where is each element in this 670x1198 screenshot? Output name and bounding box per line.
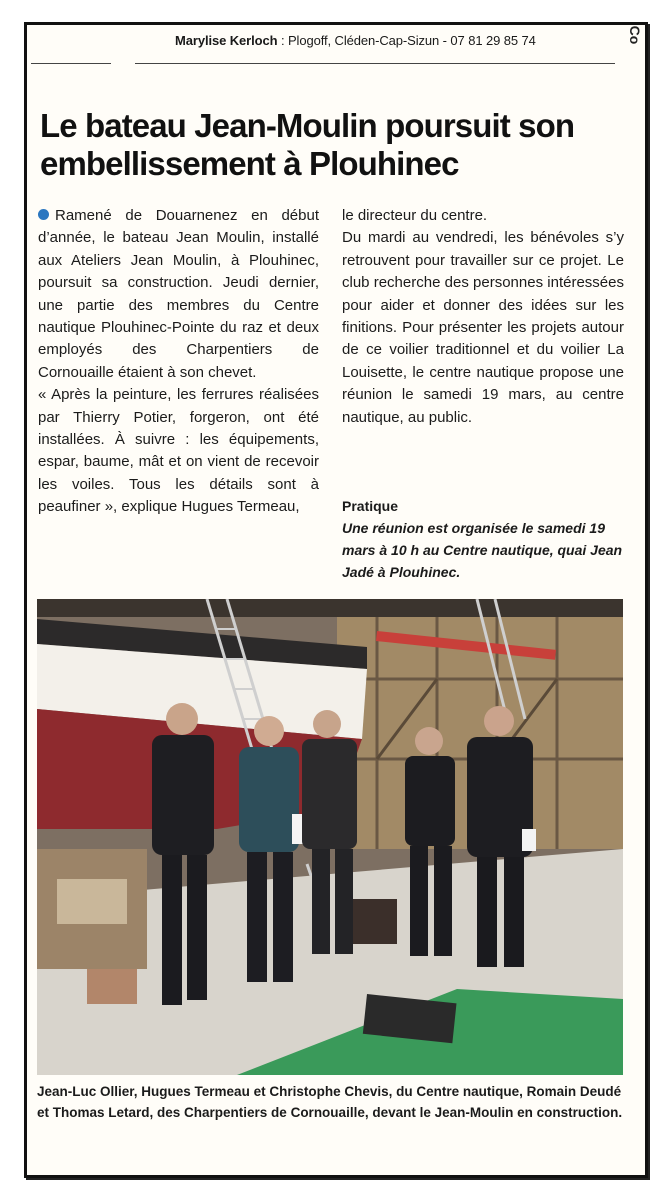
pratique-heading: Pratique [342,498,399,514]
article-column-right [342,205,624,429]
paragraph-intro [38,205,319,384]
bullet-dot-icon [38,209,49,220]
workshop-photo-illustration [37,599,623,1075]
paragraph-volunteers: Du mardi au vendredi, les bénévoles s’y retrouvent pour travailler sur ce projet. Le club recherche des personnes intéressées pour aider et donner des idées sur les finitions. Pour présenter les projets autour de ce voilier traditionnel et du voilier La Louisette, le centre nautique propose une réunion le samedi 19 mars, au centre nautique, au public. [342,229,624,426]
photo-caption: Jean-Luc Ollier, Hugues Termeau et Christophe Chevis, du Centre nautique, Romain Deudé et Thomas Letard, des Charpentiers de Cornouaille, devant le Jean-Moulin en construction. [37,1084,623,1120]
article-column-left [38,205,319,519]
paragraph-quote: « Après la peinture, les ferrures réalisées par Thierry Potier, forgeron, ont été installées. À suivre : les équipements, espar, baume, mât et on vient de recevoir les voiles. Tous les détails sont à peaufiner », explique Hugues Termeau, [38,386,319,516]
article-headline: Le bateau Jean-Moulin poursuit son embellissement à Plouhinec [40,107,575,182]
byline [175,33,536,48]
paragraph-intro-text: Ramené de Douarnenez en début d’année, le bateau Jean Moulin, installé aux Ateliers Jean Moulin, à Plouhinec, poursuit sa construction. Jeudi dernier, une partie des membres du Centre nautique Plouhinec-Pointe du raz et deux employés des Charpentiers de Cornouaille étaient à son chevet. [38,207,319,381]
paragraph-director: le directeur du centre. [342,207,488,224]
header-rule-left [31,63,111,64]
byline-locations: : Plogoff, Cléden-Cap-Sizun - 07 81 29 85 74 [277,33,536,48]
header-rule-right [135,63,615,64]
pratique-details: Une réunion est organisée le samedi 19 mars à 10 h au Centre nautique, quai Jean Jadé à Plouhinec. [342,520,623,580]
article-photo [37,599,623,1075]
newspaper-clipping [24,22,648,1178]
author-name: Marylise Kerloch [175,33,278,48]
page-corner-label: Co [627,25,643,45]
